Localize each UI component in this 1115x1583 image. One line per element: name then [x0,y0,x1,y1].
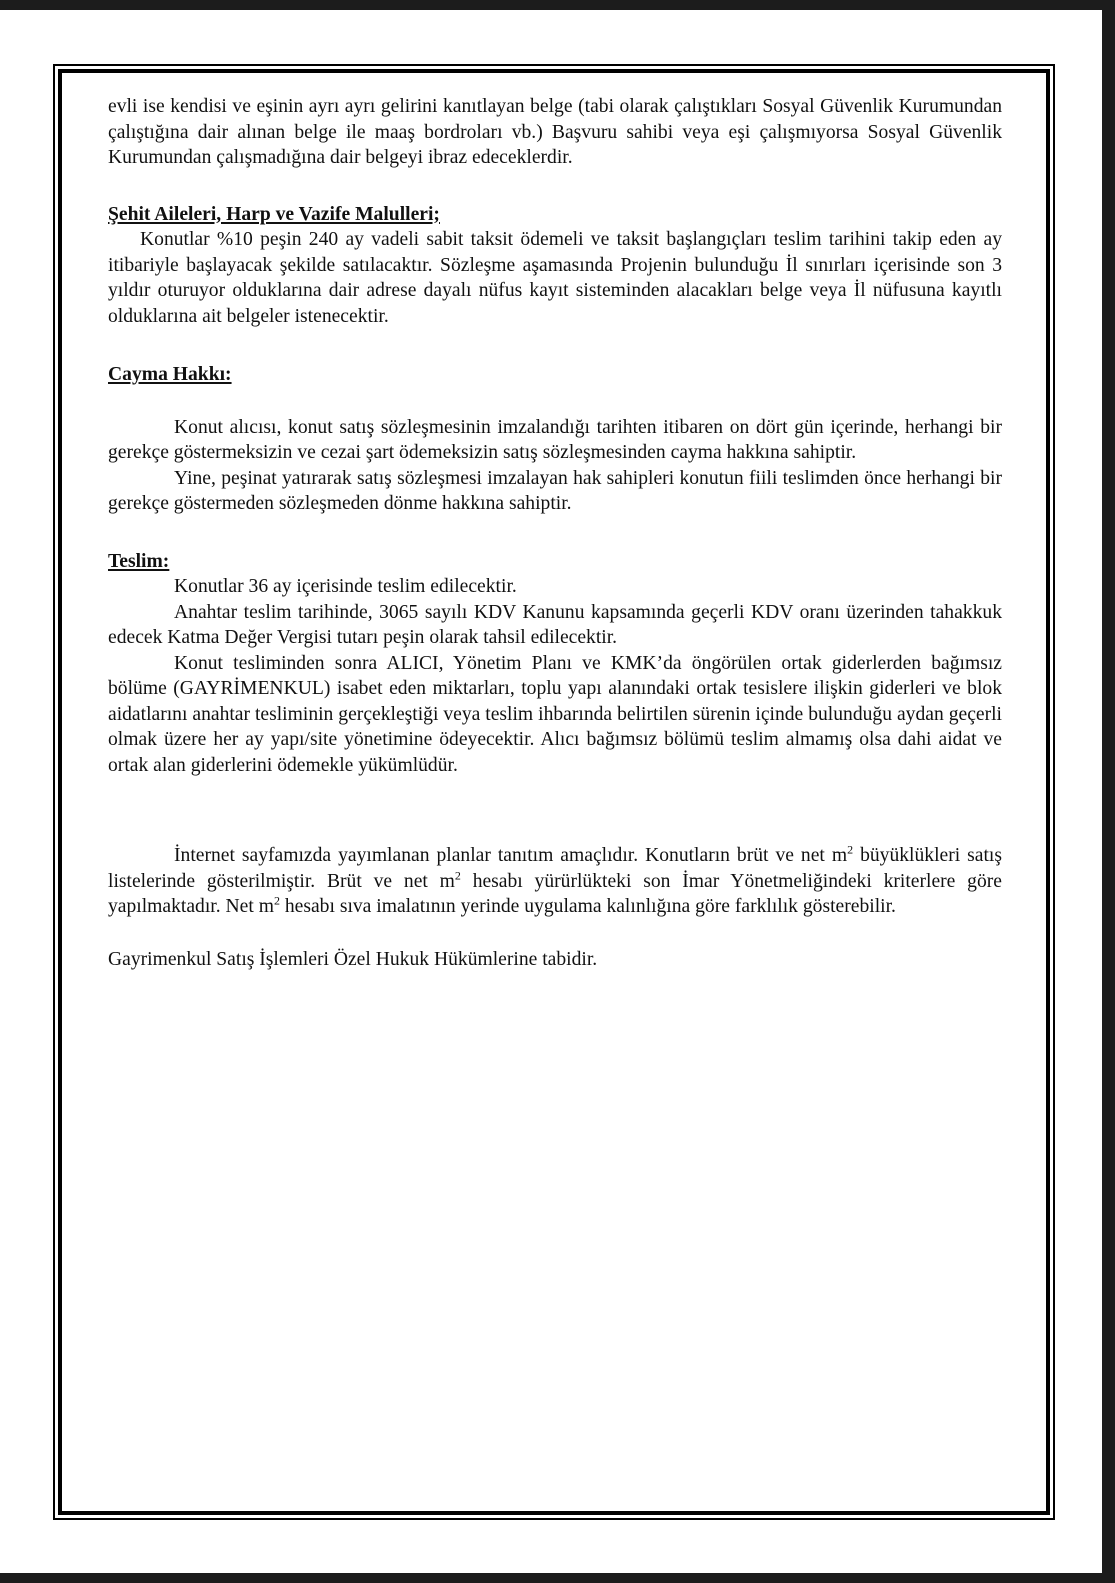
document-page [0,10,1102,1573]
teslim-heading: Teslim: [108,550,170,572]
sehit-heading: Şehit Aileleri, Harp ve Vazife Malulleri; [108,203,440,225]
closing-paragraph: Gayrimenkul Satış İşlemleri Özel Hukuk Hükümlerine tabidir. [108,948,598,970]
internet-paragraph: İnternet sayfamızda yayımlanan planlar tanıtım amaçlıdır. Konutların brüt ve net $m^2$ büyüklükleri satış listelerinde gösterilmiştir. Brüt ve net $m^2$ hesabı yürürlükteki son İmar Yönetmeliğindeki kriterlere göre yapılmaktadır. Net $m^2$ hesabı sıva imalatının yerinde uygulama kalınlığına göre farklılık gösterebilir. [108,842,1002,917]
sehit-paragraph: Konutlar %10 peşin 240 ay vadeli sabit taksit ödemeli ve taksit başlangıçları teslim tarihini takip eden ay itibariyle başlayacak şekilde satılacaktır. Sözleşme aşamasında Projenin bulunduğu İl sınırları içerisinde son 3 yıldır oturuyor olduklarına dair adrese dayalı nüfus kayıt sisteminden alacakları belge veya İl nüfusuna kayıtlı olduklarına ait belgeler istenecektir. [108,229,1002,327]
intro-paragraph: evli ise kendisi ve eşinin ayrı ayrı gelirini kanıtlayan belge (tabi olarak çalıştıkları Sosyal Güvenlik Kurumundan çalıştığına dair alınan belge ile maaş bordroları vb.) Başvuru sahibi veya eşi çalışmıyorsa Sosyal Güvenlik Kurumundan çalışmadığına dair belgeyi ibraz edeceklerdir. [108,96,1002,168]
teslim-paragraph-2: Anahtar teslim tarihinde, 3065 sayılı KDV Kanunu kapsamında geçerli KDV oranı üzerinden tahakkuk edecek Katma Değer Vergisi tutarı peşin olarak tahsil edilecektir. [108,601,1002,648]
teslim-paragraph-3: Konut tesliminden sonra ALICI, Yönetim Planı ve KMK’da öngörülen ortak giderlerden bağımsız bölüme (GAYRİMENKUL) isabet eden miktarları, toplu yapı alanındaki ortak tesislere ilişkin giderleri ve blok aidatlarını anahtar tesliminin gerçekleştiği veya teslim ihbarında belirtilen sürenin içinde bulunduğu aydan geçerli olmak üzere her ay yapı/site yönetimine ödeyecektir. Alıcı bağımsız bölümü teslim almamış olsa dahi aidat ve ortak alan giderlerini ödemekle yükümlüdür. [108,652,1002,776]
teslim-paragraph-1: Konutlar 36 ay içerisinde teslim edilecektir. [174,576,517,597]
cayma-paragraph-2: Yine, peşinat yatırarak satış sözleşmesi imzalayan hak sahipleri konutun fiili teslimden önce herhangi bir gerekçe göstermeden sözleşmeden dönme hakkına sahiptir. [108,467,1002,514]
document-body [108,94,1002,972]
cayma-heading: Cayma Hakkı: [108,364,232,385]
cayma-paragraph-1: Konut alıcısı, konut satış sözleşmesinin imzalandığı tarihten itibaren on dört gün içerinde, herhangi bir gerekçe göstermeksizin ve cezai şart ödemeksizin satış sözleşmesinden cayma hakkına sahiptir. [108,416,1002,463]
